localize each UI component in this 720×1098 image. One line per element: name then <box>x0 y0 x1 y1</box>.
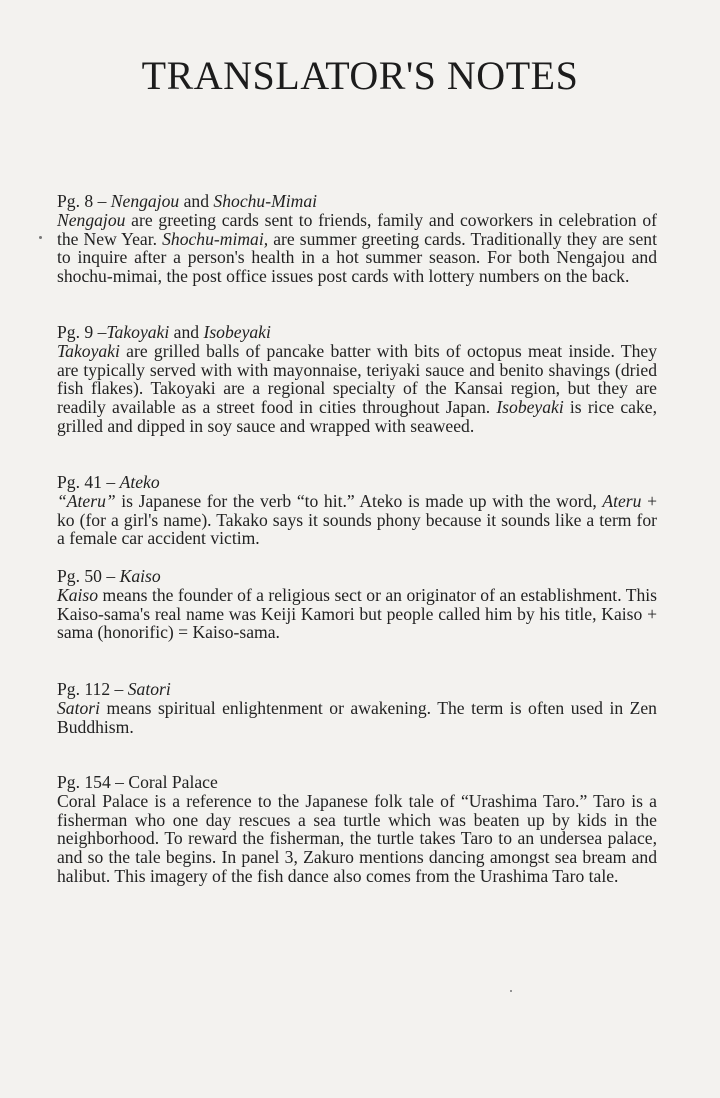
note-heading <box>57 323 657 342</box>
note-body <box>57 699 657 737</box>
note-body-text: + ko (for a girl's name). Takako says it sounds phony because it sounds like a term for a female car accident victim. <box>57 490 657 549</box>
note-term: Isobeyaki <box>203 322 271 342</box>
note-page-ref: Pg. 8 – <box>57 191 107 211</box>
note-pg-154 <box>57 773 657 886</box>
note-term: Shochu-Mimai <box>213 191 318 211</box>
note-page-ref: Pg. 41 – <box>57 472 116 492</box>
note-body-term: Nengajou <box>57 209 126 230</box>
note-heading: Pg. 154 – Coral Palace <box>57 772 218 792</box>
note-term: Ateko <box>119 472 160 492</box>
note-term: Satori <box>127 679 171 699</box>
note-body-term: Satori <box>57 697 101 718</box>
note-body-term: Kaiso <box>57 584 99 605</box>
note-body-text: is rice cake, grilled and dipped in soy sauce and wrapped with seaweed. <box>57 397 657 436</box>
note-pg-9 <box>57 323 657 436</box>
note-term: Kaiso <box>119 566 161 586</box>
note-pg-8 <box>57 192 657 286</box>
note-body-text: is Japanese for the verb “to hit.” Ateko is made up with the word, <box>121 490 597 511</box>
note-heading <box>57 192 657 211</box>
note-page-ref: Pg. 50 – <box>57 566 116 586</box>
note-body <box>57 792 657 886</box>
note-body <box>57 342 657 436</box>
note-heading <box>57 567 657 586</box>
note-body <box>57 492 657 548</box>
note-body-text: means spiritual enlightenment or awakening. The term is often used in Zen Buddhism. <box>57 697 657 737</box>
note-body-term: Takoyaki <box>57 340 120 361</box>
note-body <box>57 211 657 286</box>
note-body-text: means the founder of a religious sect or an originator of an establishment. This Kaiso-sama's real name was Keiji Kamori but people called him by his title, Kaiso + sama (honorific) = Kaiso-sama. <box>57 584 658 643</box>
note-body-text: are summer greeting cards. Traditionally they are sent to inquire after a person's health in a hot summer season. For both Nengajou and shochu-mimai, the post office issues post cards with lottery numbers on the back. <box>57 228 657 287</box>
note-page-ref: Pg. 112 – <box>57 679 124 699</box>
page-title: TRANSLATOR'S NOTES <box>141 53 579 98</box>
note-body-term: Shochu-mimai, <box>162 228 269 249</box>
note-heading <box>57 680 657 699</box>
note-joiner: and <box>183 191 210 211</box>
note-body-term: Ateru <box>602 490 642 511</box>
note-body-term: “Ateru” <box>57 490 116 511</box>
note-pg-41 <box>57 473 657 548</box>
note-body <box>57 586 657 642</box>
note-page-ref: Pg. 9 – <box>57 322 107 342</box>
note-heading <box>57 473 657 492</box>
note-joiner: and <box>173 322 200 342</box>
note-term: Nengajou <box>110 191 180 211</box>
note-term: Takoyaki <box>106 322 170 342</box>
note-body-text: are grilled balls of pancake batter with bits of octopus meat inside. They are typically served with with mayonnaise, teriyaki sauce and benito shavings (dried fish flakes). Takoyaki are a regional specialty of the Kansai region, but they are readily available as a street food in cities throughout Japan. <box>57 340 657 418</box>
note-body-term: Isobeyaki <box>496 397 564 418</box>
note-pg-50 <box>57 567 657 642</box>
note-pg-112 <box>57 680 657 736</box>
note-body-text: are greeting cards sent to friends, family and coworkers in celebration of the New Year. <box>57 209 657 249</box>
scan-speck <box>39 236 42 239</box>
scan-speck <box>510 990 512 992</box>
note-body-text: Coral Palace is a reference to the Japanese folk tale of “Urashima Taro.” Taro is a fisherman who one day rescues a sea turtle which was beaten up by kids in the neighborhood. To reward the fisherman, the turtle takes Taro to an undersea palace, and so the tale begins. In panel 3, Zakuro mentions dancing amongst sea bream and halibut. This imagery of the fish dance also comes from the Urashima Taro tale. <box>57 790 657 886</box>
